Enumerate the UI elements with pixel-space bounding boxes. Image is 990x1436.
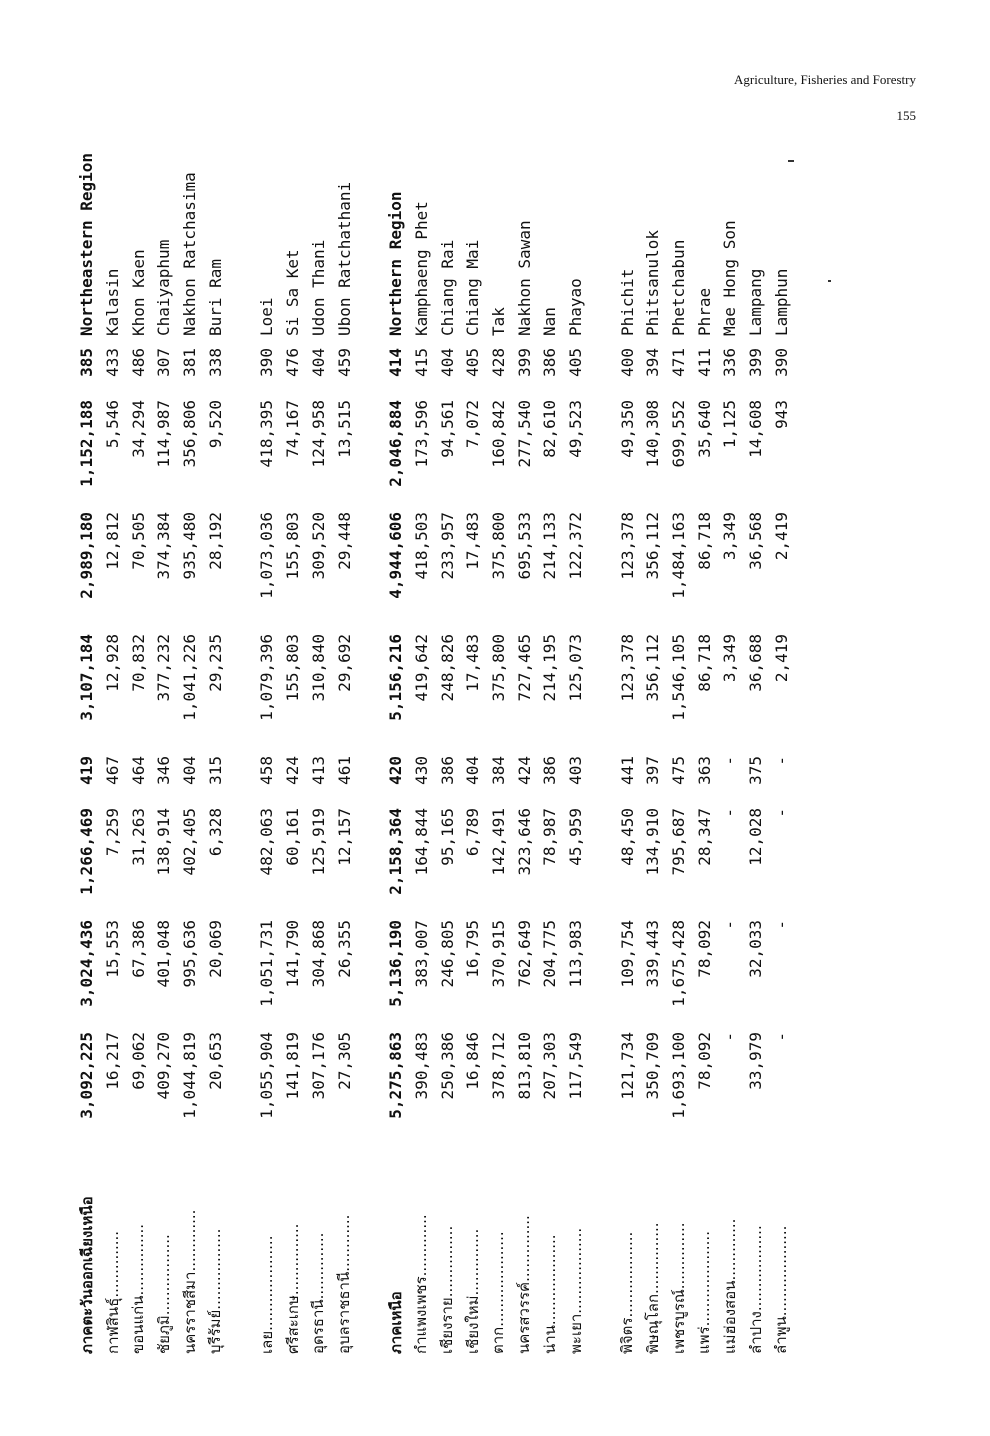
value-cell: 12,028 [746,808,766,866]
table-row [563,90,589,1360]
value-cell: - [771,1032,791,1042]
value-cell: 1,546,105 [669,634,689,721]
table-row [691,90,717,1360]
data-table [74,90,794,1360]
value-cell: 795,687 [669,808,689,876]
value-cell: 405 [566,348,586,377]
table-row [409,90,435,1360]
value-cell: 250,386 [437,1032,457,1100]
value-cell: 404 [308,348,328,377]
value-cell: 390 [771,348,791,377]
english-province-cell: Phitsanulok [643,230,663,336]
value-cell: 16,795 [463,920,483,978]
group-spacer [588,90,614,1360]
value-cell: 995,636 [180,920,200,988]
value-cell: 214,195 [540,634,560,702]
english-province-cell: Buri Ram [205,258,225,336]
thai-province-cell: ภาคเหนือ [386,1291,405,1354]
value-cell: 6,789 [463,808,483,857]
english-province-cell: Phichit [617,268,637,336]
value-cell: 401,048 [154,920,174,988]
value-cell: 3,024,436 [77,920,97,1007]
value-cell: 160,842 [488,400,508,468]
value-cell: 375,800 [488,512,508,580]
value-cell: 3,349 [720,512,740,561]
value-cell: 363 [694,756,714,785]
value-cell: 277,540 [514,400,534,468]
thai-province-cell: น่าน................... [540,1234,559,1354]
value-cell: 390 [257,348,277,377]
value-cell: 78,987 [540,808,560,866]
english-province-cell: Mae Hong Son [720,220,740,336]
thai-province-cell: พะเยา.................. [566,1227,585,1354]
value-cell: 309,520 [308,512,328,580]
value-cell: 404 [437,348,457,377]
value-cell: 464 [128,756,148,785]
value-cell: 15,553 [103,920,123,978]
value-cell: 935,480 [180,512,200,580]
group-spacer [228,90,254,1360]
thai-province-cell: เชียงใหม่.............. [463,1228,482,1354]
spacer-cell [588,90,614,1360]
value-cell: - [720,920,740,930]
table-row [151,90,177,1360]
value-cell: 5,156,216 [386,634,406,721]
thai-province-cell: พิษณุโลก............... [643,1222,662,1354]
value-cell: 475 [669,756,689,785]
value-cell: 122,372 [566,512,586,580]
thai-province-cell: อุบลราชธานี............ [335,1214,354,1354]
value-cell: 5,546 [103,400,123,449]
value-cell: 405 [463,348,483,377]
spacer-cell [228,90,254,1360]
thai-province-cell: นครสวรรค์.............. [515,1215,534,1354]
value-cell: 813,810 [514,1032,534,1100]
thai-province-cell: อุดรธานี.............. [309,1232,328,1354]
value-cell: 17,483 [463,634,483,692]
thai-province-cell: เพชรบูรณ์.............. [669,1222,688,1354]
table-row [717,90,743,1360]
value-cell: 386 [437,756,457,785]
value-cell: 430 [411,756,431,785]
english-province-cell: Kamphaeng Phet [411,201,431,336]
value-cell: 45,959 [566,808,586,866]
value-cell: 109,754 [617,920,637,988]
thai-province-cell: เลย.................... [257,1235,276,1354]
value-cell: 1,051,731 [257,920,277,1007]
value-cell: 12,928 [103,634,123,692]
value-cell: 467 [103,756,123,785]
table-row [177,90,203,1360]
value-cell: 2,158,364 [386,808,406,895]
value-cell: 78,092 [694,920,714,978]
english-province-cell: Phetchabun [669,239,689,336]
value-cell: 113,983 [566,920,586,988]
section-title: Agriculture, Fisheries and Forestry [734,72,916,87]
english-province-cell: Si Sa Ket [283,249,303,336]
value-cell: 323,646 [514,808,534,876]
english-province-cell: Loei [257,297,277,336]
english-province-cell: Nan [540,307,560,336]
value-cell: 1,484,163 [669,512,689,599]
value-cell: 394 [643,348,663,377]
thai-province-cell: ภาคตะวันออกเฉียงเหนือ [77,1196,96,1354]
value-cell: 124,958 [308,400,328,468]
value-cell: 1,079,396 [257,634,277,721]
value-cell: 121,734 [617,1032,637,1100]
thai-province-cell: ลำปาง.................. [746,1225,765,1354]
value-cell: 404 [463,756,483,785]
value-cell: 13,515 [334,400,354,458]
value-cell: 32,033 [746,920,766,978]
value-cell: 1,055,904 [257,1032,277,1119]
value-cell: 86,718 [694,512,714,570]
value-cell: 433 [103,348,123,377]
value-cell: 419,642 [411,634,431,702]
thai-province-cell: นครราชสีมา............. [180,1209,199,1354]
value-cell: 3,092,225 [77,1032,97,1119]
value-cell: - [771,756,791,766]
value-cell: - [720,808,740,818]
english-province-cell: Kalasin [103,268,123,336]
value-cell: 123,378 [617,634,637,702]
value-cell: 1,693,100 [669,1032,689,1119]
value-cell: - [720,756,740,766]
value-cell: 29,692 [334,634,354,692]
value-cell: 142,491 [488,808,508,876]
table-row [383,90,409,1360]
thai-province-cell: ขอนแก่น............... [129,1223,148,1354]
thai-province-cell: พิจิตร.................. [618,1231,637,1354]
value-cell: 173,596 [411,400,431,468]
table-row [511,90,537,1360]
table-row [331,90,357,1360]
value-cell: 74,167 [283,400,303,458]
table-row [486,90,512,1360]
value-cell: 471 [669,348,689,377]
table-row [537,90,563,1360]
value-cell: 48,450 [617,808,637,866]
thai-province-cell: ศรีสะเกษ............... [283,1223,302,1354]
value-cell: 356,112 [643,512,663,580]
value-cell: 419 [77,756,97,785]
value-cell: 356,112 [643,634,663,702]
value-cell: 123,378 [617,512,637,580]
value-cell: 14,608 [746,400,766,458]
value-cell: 2,046,884 [386,400,406,487]
english-province-cell: Chaiyaphum [154,239,174,336]
value-cell: 356,806 [180,400,200,468]
table-row [306,90,332,1360]
value-cell: 418,395 [257,400,277,468]
value-cell: 350,709 [643,1032,663,1100]
value-cell: 141,819 [283,1032,303,1100]
value-cell: 476 [283,348,303,377]
value-cell: 3,349 [720,634,740,683]
value-cell: 315 [205,756,225,785]
table-row [202,90,228,1360]
table-row [434,90,460,1360]
value-cell: 36,688 [746,634,766,692]
english-province-cell: Khon Kaen [128,249,148,336]
value-cell: 699,552 [669,400,689,468]
value-cell: 95,165 [437,808,457,866]
value-cell: 16,846 [463,1032,483,1090]
value-cell: 67,386 [128,920,148,978]
value-cell: 4,944,606 [386,512,406,599]
value-cell: 486 [128,348,148,377]
value-cell: 390,483 [411,1032,431,1100]
english-province-cell: Udon Thani [308,239,328,336]
table-row [640,90,666,1360]
english-province-cell: Phrae [694,287,714,336]
value-cell: 428 [488,348,508,377]
english-province-cell: Lamphun [771,268,791,336]
thai-province-cell: ชัยภูมิ................. [154,1234,173,1354]
value-cell: 424 [283,756,303,785]
value-cell: 336 [720,348,740,377]
value-cell: 7,072 [463,400,483,449]
value-cell: 233,957 [437,512,457,580]
value-cell: 125,073 [566,634,586,702]
value-cell: 399 [746,348,766,377]
english-province-cell: Nakhon Sawan [514,220,534,336]
english-province-cell: Nakhon Ratchasima [180,172,200,336]
value-cell: 377,232 [154,634,174,702]
value-cell: 411 [694,348,714,377]
value-cell: 1,125 [720,400,740,449]
value-cell: 27,305 [334,1032,354,1090]
value-cell: 339,443 [643,920,663,988]
value-cell: 409,270 [154,1032,174,1100]
value-cell: 155,803 [283,512,303,580]
value-cell: 1,675,428 [669,920,689,1007]
thai-province-cell: บุรีรัมย์................. [206,1228,225,1354]
value-cell: 307 [154,348,174,377]
value-cell: 16,217 [103,1032,123,1090]
value-cell: 9,520 [205,400,225,449]
thai-province-cell: เชียงราย............... [438,1225,457,1354]
value-cell: 400 [617,348,637,377]
value-cell: 29,235 [205,634,225,692]
value-cell: 727,465 [514,634,534,702]
value-cell: - [771,920,791,930]
table-row [666,90,692,1360]
table-row [125,90,151,1360]
value-cell: 386 [540,348,560,377]
value-cell: 82,610 [540,400,560,458]
table-row [743,90,769,1360]
value-cell: 78,092 [694,1032,714,1090]
table-row [100,90,126,1360]
thai-province-cell: ตาก.................... [489,1231,508,1354]
group-spacer [357,90,383,1360]
value-cell: 1,266,469 [77,808,97,895]
value-cell: 7,259 [103,808,123,857]
value-cell: 1,073,036 [257,512,277,599]
english-province-cell: Phayao [566,278,586,336]
thai-province-cell: ลำพูน................... [772,1225,791,1354]
value-cell: 34,294 [128,400,148,458]
value-cell: 424 [514,756,534,785]
value-cell: 482,063 [257,808,277,876]
value-cell: 26,355 [334,920,354,978]
value-cell: - [720,1032,740,1042]
value-cell: 12,812 [103,512,123,570]
english-province-cell: Chiang Mai [463,239,483,336]
value-cell: 31,263 [128,808,148,866]
value-cell: 164,844 [411,808,431,876]
value-cell: 310,840 [308,634,328,702]
value-cell: 338 [205,348,225,377]
table-row [254,90,280,1360]
value-cell: 441 [617,756,637,785]
value-cell: 207,303 [540,1032,560,1100]
value-cell: 386 [540,756,560,785]
value-cell: 28,347 [694,808,714,866]
scan-mark [828,280,831,282]
value-cell: 35,640 [694,400,714,458]
thai-province-cell: กำแพงเพชร............. [412,1214,431,1354]
value-cell: 33,979 [746,1032,766,1090]
value-cell: 307,176 [308,1032,328,1100]
value-cell: 304,868 [308,920,328,988]
value-cell: 1,041,226 [180,634,200,721]
value-cell: 28,192 [205,512,225,570]
value-cell: 375 [746,756,766,785]
value-cell: 70,832 [128,634,148,692]
value-cell: 6,328 [205,808,225,857]
value-cell: 5,275,863 [386,1032,406,1119]
value-cell: 134,910 [643,808,663,876]
value-cell: 125,919 [308,808,328,876]
value-cell: 403 [566,756,586,785]
value-cell: 20,653 [205,1032,225,1090]
value-cell: - [771,808,791,818]
value-cell: 762,649 [514,920,534,988]
value-cell: 384 [488,756,508,785]
value-cell: 140,308 [643,400,663,468]
value-cell: 2,419 [771,512,791,561]
value-cell: 20,069 [205,920,225,978]
value-cell: 378,712 [488,1032,508,1100]
value-cell: 381 [180,348,200,377]
english-province-cell: Chiang Rai [437,239,457,336]
value-cell: 418,503 [411,512,431,580]
value-cell: 138,914 [154,808,174,876]
value-cell: 402,405 [180,808,200,876]
english-province-cell: Tak [488,307,508,336]
value-cell: 415 [411,348,431,377]
thai-province-cell: กาฬสินธุ์.............. [103,1230,122,1354]
table-row [460,90,486,1360]
value-cell: 370,915 [488,920,508,988]
value-cell: 397 [643,756,663,785]
value-cell: 458 [257,756,277,785]
value-cell: 204,775 [540,920,560,988]
value-cell: 1,044,819 [180,1032,200,1119]
english-province-cell: Ubon Ratchathani [334,181,354,336]
table-row [280,90,306,1360]
value-cell: 414 [386,348,406,377]
value-cell: 155,803 [283,634,303,702]
value-cell: 1,152,188 [77,400,97,487]
value-cell: 383,007 [411,920,431,988]
value-cell: 141,790 [283,920,303,988]
value-cell: 36,568 [746,512,766,570]
value-cell: 114,987 [154,400,174,468]
value-cell: 375,800 [488,634,508,702]
value-cell: 346 [154,756,174,785]
value-cell: 404 [180,756,200,785]
value-cell: 29,448 [334,512,354,570]
rotated-table [74,152,814,1360]
table-row [614,90,640,1360]
value-cell: 70,505 [128,512,148,570]
english-province-cell: Northeastern Region [77,152,97,336]
page-number: 155 [896,108,916,123]
value-cell: 2,989,180 [77,512,97,599]
thai-province-cell: แม่ฮ่องสอน............. [720,1218,739,1354]
value-cell: 69,062 [128,1032,148,1090]
value-cell: 5,136,190 [386,920,406,1007]
value-cell: 695,533 [514,512,534,580]
thai-province-cell: แพร่.................... [695,1231,714,1354]
value-cell: 214,133 [540,512,560,580]
value-cell: 413 [308,756,328,785]
value-cell: 49,523 [566,400,586,458]
spacer-cell [357,90,383,1360]
value-cell: 117,549 [566,1032,586,1100]
value-cell: 385 [77,348,97,377]
value-cell: 17,483 [463,512,483,570]
value-cell: 94,561 [437,400,457,458]
value-cell: 248,826 [437,634,457,702]
table-row [74,90,100,1360]
value-cell: 461 [334,756,354,785]
value-cell: 943 [771,400,791,429]
value-cell: 86,718 [694,634,714,692]
value-cell: 60,161 [283,808,303,866]
value-cell: 246,805 [437,920,457,988]
value-cell: 420 [386,756,406,785]
value-cell: 2,419 [771,634,791,683]
value-cell: 374,384 [154,512,174,580]
value-cell: 3,107,184 [77,634,97,721]
english-province-cell: Northern Region [386,191,406,336]
value-cell: 49,350 [617,400,637,458]
value-cell: 399 [514,348,534,377]
english-province-cell: Lampang [746,268,766,336]
table-body [74,90,794,1360]
table-row [769,90,795,1360]
value-cell: 12,157 [334,808,354,866]
value-cell: 459 [334,348,354,377]
